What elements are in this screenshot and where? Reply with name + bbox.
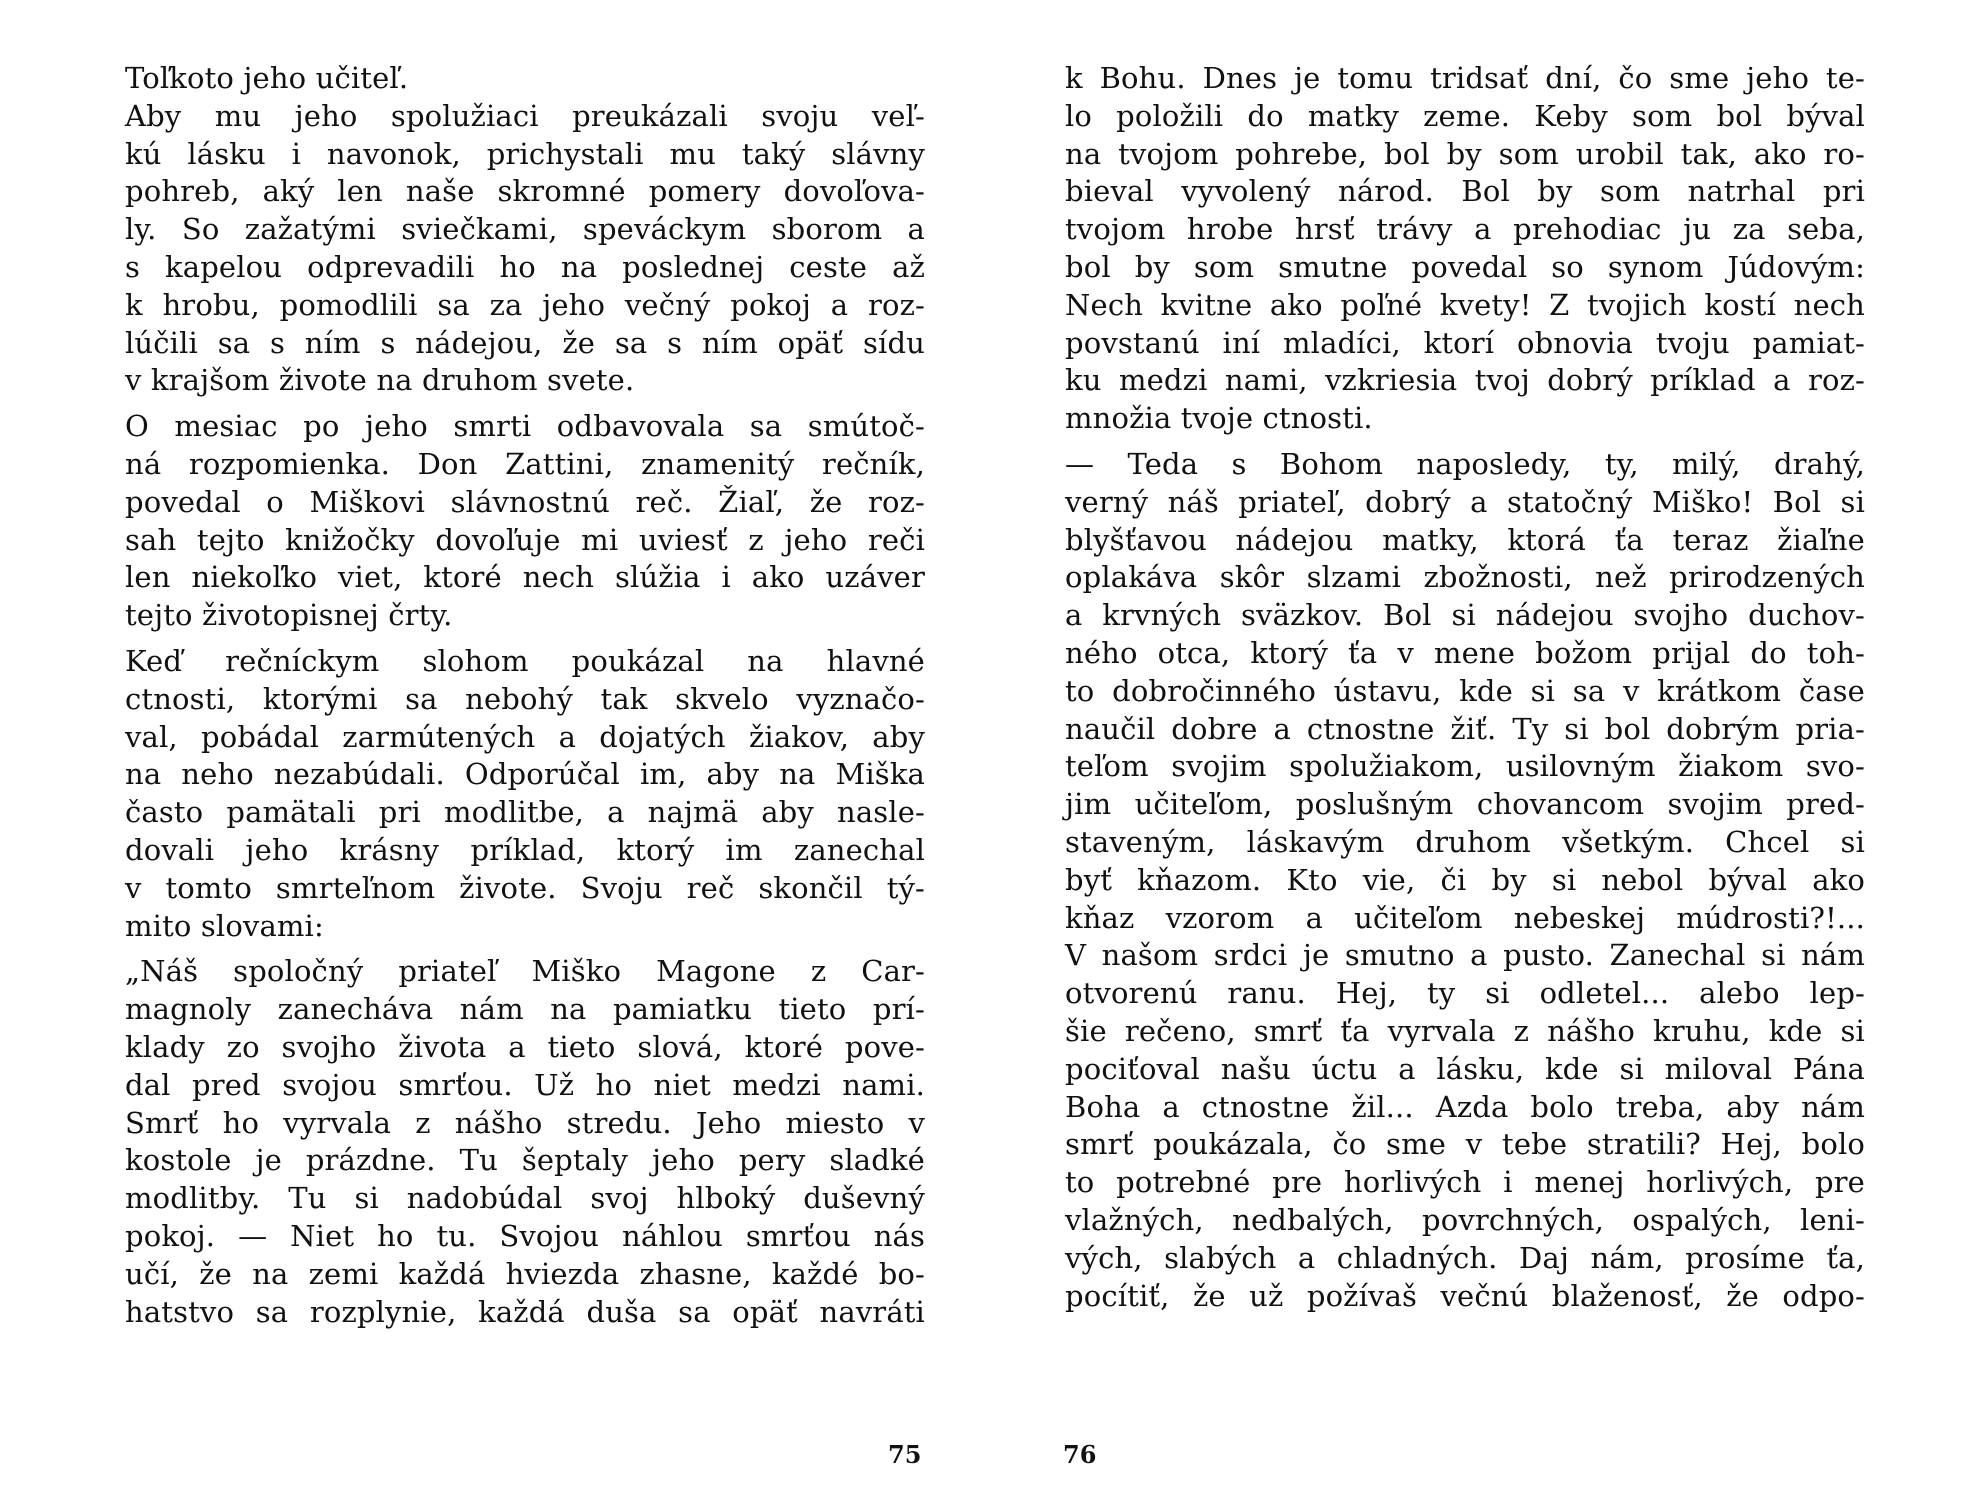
text-line: modlitby. Tu si nadobúdal svoj hlboký duševný [125, 1181, 925, 1216]
text-line: dal pred svojou smrťou. Už ho niet medzi nami. [125, 1067, 925, 1102]
text-line: val, pobádal zarmútených a dojatých žiakov, aby [125, 719, 925, 754]
text-line: tvojom hrobe hrsť trávy a prehodiac ju za seba, [1065, 212, 1865, 247]
left-paragraph-5 [125, 953, 925, 1331]
text-line: hatstvo sa rozplynie, každá duša sa opäť navráti [125, 1294, 925, 1329]
text-line: Aby mu jeho spolužiaci preukázali svoju veľ- [125, 98, 925, 133]
text-line: lúčili sa s ním s nádejou, že sa s ním opäť sídu [125, 325, 925, 360]
text-line: len niekoľko viet, ktoré nech slúžia i ako uzáver [125, 560, 925, 595]
text-line: sah tejto knižočky dovoľuje mi uviesť z jeho reči [125, 522, 925, 557]
text-line: Nech kvitne ako poľné kvety! Z tvojich kostí nech [1065, 287, 1865, 322]
text-line: naučil dobre a ctnostne žiť. Ty si bol dobrým pria- [1065, 711, 1865, 746]
text-line: O mesiac po jeho smrti odbavovala sa smútoč- [125, 409, 925, 444]
text-line: Boha a ctnostne žil... Azda bolo treba, aby nám [1065, 1089, 1865, 1124]
left-page [125, 60, 925, 1331]
text-line: bol by som smutne povedal so synom Júdovým: [1065, 249, 1865, 284]
text-line: Keď rečníckym slohom poukázal na hlavné [125, 643, 925, 678]
text-line: ly. So zažatými sviečkami, speváckym sborom a [125, 212, 925, 247]
text-line: mito slovami: [125, 908, 324, 943]
text-line: k Bohu. Dnes je tomu tridsať dní, čo sme jeho te- [1065, 61, 1865, 95]
text-line: s kapelou odprevadili ho na poslednej ceste až [125, 249, 925, 284]
text-line: a krvných sväzkov. Bol si nádejou svojho duchov- [1065, 598, 1865, 633]
left-page-body [125, 60, 925, 1331]
text-line: to potrebné pre horlivých i menej horlivých, pre [1065, 1165, 1865, 1200]
text-line: teľom svojim spolužiakom, usilovným žiakom svo- [1065, 749, 1865, 784]
page-number-right: 76 [1063, 1440, 1097, 1469]
text-line: — Teda s Bohom naposledy, ty, milý, drahý, [1065, 446, 1865, 481]
right-paragraph-2 [1065, 446, 1865, 1315]
left-paragraph-1 [125, 60, 925, 98]
text-line: povstanú iní mladíci, ktorí obnovia tvoju pamiat- [1065, 325, 1865, 360]
text-line: ného otca, ktorý ťa v mene božom prijal do toh- [1065, 635, 1865, 670]
text-line: Smrť ho vyrvala z nášho stredu. Jeho miesto v [125, 1105, 925, 1140]
text-line: to dobročinného ústavu, kde si sa v krátkom čase [1065, 673, 1865, 708]
text-line: v krajšom živote na druhom svete. [125, 363, 635, 398]
right-page [1065, 60, 1865, 1315]
text-line: magnoly zanecháva nám na pamiatku tieto prí- [125, 992, 925, 1027]
text-line: oplakáva skôr slzami zbožnosti, než prirodzených [1065, 560, 1865, 595]
text-line: ná rozpomienka. Don Zattini, znamenitý rečník, [125, 446, 925, 481]
text-line: klady zo svojho života a tieto slová, ktoré pove- [125, 1029, 925, 1064]
left-paragraph-3 [125, 408, 925, 635]
text-line: učí, že na zemi každá hviezda zhasne, každé bo- [125, 1256, 925, 1291]
right-page-body [1065, 60, 1865, 1315]
text-line: verný náš priateľ, dobrý a statočný Miško! Bol si [1065, 484, 1865, 519]
text-line: dovali jeho krásny príklad, ktorý im zanechal [125, 832, 925, 867]
text-line: lo položili do matky zeme. Keby som bol býval [1065, 98, 1865, 133]
text-line: v tomto smrteľnom živote. Svoju reč skončil tý- [125, 870, 925, 905]
left-paragraph-2 [125, 98, 925, 400]
text-line: pociťoval našu úctu a lásku, kde si miloval Pána [1065, 1051, 1865, 1086]
text-line: jim učiteľom, poslušným chovancom svojim pred- [1065, 787, 1865, 822]
text-line: pocítiť, že už požívaš večnú blaženosť, že odpo- [1065, 1278, 1865, 1313]
text-line: vých, slabých a chladných. Daj nám, prosíme ťa, [1065, 1240, 1865, 1275]
text-line: vlažných, nedbalých, povrchných, ospalých, leni- [1065, 1202, 1865, 1237]
text-line: blyšťavou nádejou matky, ktorá ťa teraz žiaľne [1065, 522, 1865, 557]
right-paragraph-1 [1065, 60, 1865, 438]
text-line: šie rečeno, smrť ťa vyrvala z nášho kruhu, kde si [1065, 1013, 1865, 1048]
text-line: k hrobu, pomodlili sa za jeho večný pokoj a roz- [125, 287, 925, 322]
text-line: V našom srdci je smutno a pusto. Zanechal si nám [1065, 938, 1865, 973]
text-line: často pamätali pri modlitbe, a najmä aby nasle- [125, 795, 925, 830]
text-line: staveným, láskavým druhom všetkým. Chcel si [1065, 824, 1865, 859]
text-line: povedal o Miškovi slávnostnú reč. Žiaľ, že roz- [125, 484, 925, 519]
text-line: bieval vyvolený národ. Bol by som natrhal pri [1065, 174, 1865, 209]
text-line: kostole je prázdne. Tu šeptaly jeho pery sladké [125, 1143, 925, 1178]
text-line: kňaz vzorom a učiteľom nebeskej múdrosti?!... [1065, 900, 1865, 935]
text-line: kú lásku i navonok, prichystali mu taký slávny [125, 136, 925, 171]
text-line: na tvojom pohrebe, bol by som urobil tak, ako ro- [1065, 136, 1865, 171]
text-line: na neho nezabúdali. Odporúčal im, aby na Miška [125, 757, 925, 792]
text-line: byť kňazom. Kto vie, či by si nebol býval ako [1065, 862, 1865, 897]
text-line: smrť poukázala, čo sme v tebe stratili? Hej, bolo [1065, 1127, 1865, 1162]
text-line: „Náš spoločný priateľ Miško Magone z Car- [125, 954, 925, 989]
text-line: pokoj. — Niet ho tu. Svojou náhlou smrťou nás [125, 1218, 925, 1253]
text-line: ctnosti, ktorými sa nebohý tak skvelo vyznačo- [125, 681, 925, 716]
left-paragraph-4 [125, 643, 925, 945]
text-line: otvorenú ranu. Hej, ty si odletel... alebo lep- [1065, 976, 1865, 1011]
text-line: Toľkoto jeho učiteľ. [125, 61, 409, 95]
text-line: ku medzi nami, vzkriesia tvoj dobrý príklad a roz- [1065, 363, 1865, 398]
text-line: pohreb, aký len naše skromné pomery dovoľova- [125, 174, 925, 209]
text-line: tejto životopisnej črty. [125, 598, 453, 633]
page-number-left: 75 [888, 1440, 922, 1469]
text-line: množia tvoje ctnosti. [1065, 401, 1373, 436]
